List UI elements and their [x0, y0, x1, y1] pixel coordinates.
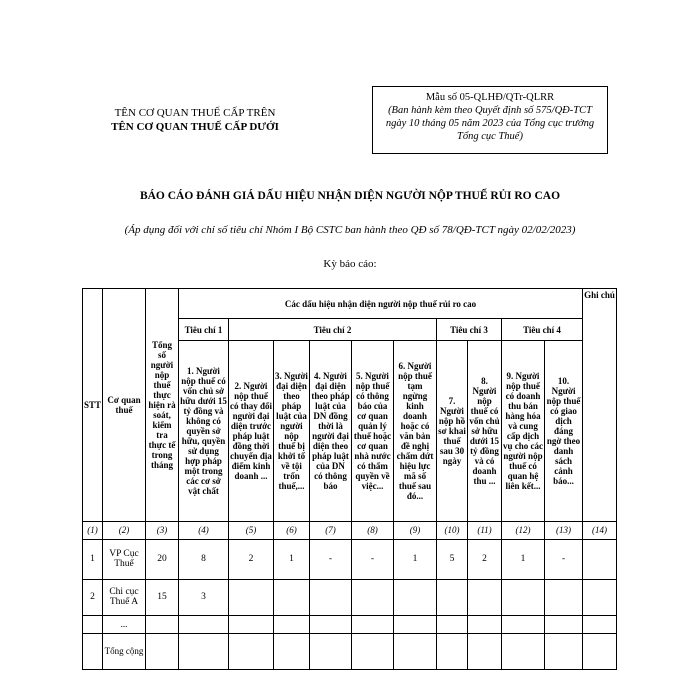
col-number: (12)	[502, 521, 545, 539]
group-header-indicators: Các dấu hiệu nhận diện người nộp thuế rủi ro cao	[179, 289, 583, 319]
header-row-1	[83, 289, 617, 319]
col-number: (3)	[146, 521, 179, 539]
report-title: BÁO CÁO ĐÁNH GIÁ DẤU HIỆU NHẬN DIỆN NGƯỜI NỘP THUẾ RỦI RO CAO	[139, 190, 561, 202]
table-cell	[583, 579, 617, 615]
table-cell	[583, 539, 617, 579]
table-cell	[352, 633, 394, 669]
indicator-9-header: 9. Người nộp thuế có doanh thu bán hàng hóa và cung cấp dịch vụ cho các người nộp thuế có quan hệ liên kết...	[502, 341, 545, 521]
table-cell	[310, 615, 352, 633]
agency-parent: TÊN CƠ QUAN THUẾ CẤP TRÊN	[114, 107, 276, 119]
table-cell: 2	[229, 539, 274, 579]
table-cell: 1	[502, 539, 545, 579]
table-cell	[146, 615, 179, 633]
agency-child: TÊN CƠ QUAN THUẾ CẤP DƯỚI	[111, 121, 279, 133]
table-cell	[83, 633, 103, 669]
indicator-4-header: 4. Người đại diện theo pháp luật của DN đồng thời là người đại diện theo pháp luật của DN có thông báo	[310, 341, 352, 521]
table-cell	[468, 633, 502, 669]
table-cell: ...	[103, 615, 146, 633]
table-cell	[437, 615, 468, 633]
table-cell: 1	[274, 539, 310, 579]
form-note: (Ban hành kèm theo Quyết định số 575/QĐ-TCT ngày 10 tháng 05 năm 2023 của Tổng cục trưởng Tổng cục Thuế)	[385, 105, 595, 142]
col-number: (9)	[394, 521, 437, 539]
table-cell: 1	[394, 539, 437, 579]
indicator-5-header: 5. Người nộp thuế có thông báo của cơ quan quản lý thuế hoặc cơ quan nhà nước có thẩm quyền về việc...	[352, 341, 394, 521]
table-cell	[229, 615, 274, 633]
table-cell	[179, 633, 229, 669]
table-cell	[502, 615, 545, 633]
table-cell	[274, 579, 310, 615]
indicator-6-header: 6. Người nộp thuế tạm ngừng kinh doanh hoặc có văn bản đề nghị chấm dứt hiệu lực mã số thuế sau đó...	[394, 341, 437, 521]
table-cell: -	[545, 539, 583, 579]
col-number: (11)	[468, 521, 502, 539]
table-cell: 20	[146, 539, 179, 579]
form-code: Mẫu số 05-QLHĐ/QTr-QLRR	[425, 92, 555, 103]
table-cell: VP Cục Thuế	[103, 539, 146, 579]
table-cell: 8	[179, 539, 229, 579]
table-cell	[437, 579, 468, 615]
col-number: (6)	[274, 521, 310, 539]
report-table	[82, 288, 617, 670]
col-number: (1)	[83, 521, 103, 539]
table-cell	[352, 615, 394, 633]
table-cell	[310, 633, 352, 669]
table-cell	[468, 579, 502, 615]
table-cell	[545, 633, 583, 669]
report-period: Kỳ báo cáo:	[323, 258, 377, 270]
indicator-2-header: 2. Người nộp thuế có thay đổi người đại diện trước pháp luật đồng thời chuyển địa điểm kinh doanh ...	[229, 341, 274, 521]
col-header-note: Ghi chú	[583, 289, 617, 522]
table-row	[83, 539, 617, 579]
col-number: (7)	[310, 521, 352, 539]
table-cell	[274, 615, 310, 633]
table-row	[83, 579, 617, 615]
col-number: (13)	[545, 521, 583, 539]
table-cell	[310, 579, 352, 615]
indicator-3-header: 3. Người đại diện theo pháp luật của người nộp thuế bị khởi tố về tội trốn thuế,...	[274, 341, 310, 521]
col-header-total: Tổng số người nộp thuế thực hiện rà soát, kiểm tra thực tế trong tháng	[146, 289, 179, 522]
column-number-row	[83, 521, 617, 539]
table-cell: 15	[146, 579, 179, 615]
agency-block	[90, 106, 300, 134]
indicator-7-header: 7. Người nộp hồ sơ khai thuế sau 30 ngày	[437, 341, 468, 521]
col-header-stt: STT	[83, 289, 103, 522]
col-number: (4)	[179, 521, 229, 539]
table-cell: 1	[83, 539, 103, 579]
table-cell	[437, 633, 468, 669]
table-cell	[468, 615, 502, 633]
table-cell	[229, 579, 274, 615]
table-cell	[394, 633, 437, 669]
table-cell: -	[310, 539, 352, 579]
form-code-box	[372, 86, 608, 154]
table-cell	[545, 579, 583, 615]
table-cell	[502, 579, 545, 615]
table-cell: 5	[437, 539, 468, 579]
table-cell	[352, 579, 394, 615]
table-cell	[583, 615, 617, 633]
table-cell	[545, 615, 583, 633]
table-cell: 3	[179, 579, 229, 615]
criteria-1-header: Tiêu chí 1	[179, 319, 229, 341]
indicator-1-header: 1. Người nộp thuế có vốn chủ sở hữu dưới 15 tỷ đồng và không có quyền sở hữu, quyền sử dụng hợp pháp một trong các cơ sở vật chất	[179, 341, 229, 521]
col-number: (10)	[437, 521, 468, 539]
indicator-10-header: 10. Người nộp thuế có giao dịch đáng ngờ theo danh sách cảnh báo...	[545, 341, 583, 521]
table-cell	[394, 615, 437, 633]
table-cell	[179, 615, 229, 633]
table-cell	[274, 633, 310, 669]
table-row	[83, 615, 617, 633]
table-cell	[394, 579, 437, 615]
table-cell: 2	[468, 539, 502, 579]
col-header-agency: Cơ quan thuế	[103, 289, 146, 522]
table-cell	[229, 633, 274, 669]
criteria-2-header: Tiêu chí 2	[229, 319, 437, 341]
table-cell: -	[352, 539, 394, 579]
indicator-8-header: 8. Người nộp thuế có vốn chủ sở hữu dưới 15 tỷ đồng và có doanh thu ...	[468, 341, 502, 521]
table-cell	[502, 633, 545, 669]
col-number: (2)	[103, 521, 146, 539]
col-number: (14)	[583, 521, 617, 539]
table-cell	[83, 615, 103, 633]
table-cell: Tổng cộng	[103, 633, 146, 669]
table-cell	[583, 633, 617, 669]
table-row	[83, 633, 617, 669]
table-cell: Chi cục Thuế A	[103, 579, 146, 615]
col-number: (5)	[229, 521, 274, 539]
col-number: (8)	[352, 521, 394, 539]
report-subtitle: (Áp dụng đối với chỉ số tiêu chí Nhóm I Bộ CSTC ban hành theo QĐ số 78/QĐ-TCT ngày 02/02/2023)	[124, 224, 576, 236]
table-cell	[146, 633, 179, 669]
criteria-3-header: Tiêu chí 3	[437, 319, 502, 341]
table-cell: 2	[83, 579, 103, 615]
criteria-4-header: Tiêu chí 4	[502, 319, 583, 341]
